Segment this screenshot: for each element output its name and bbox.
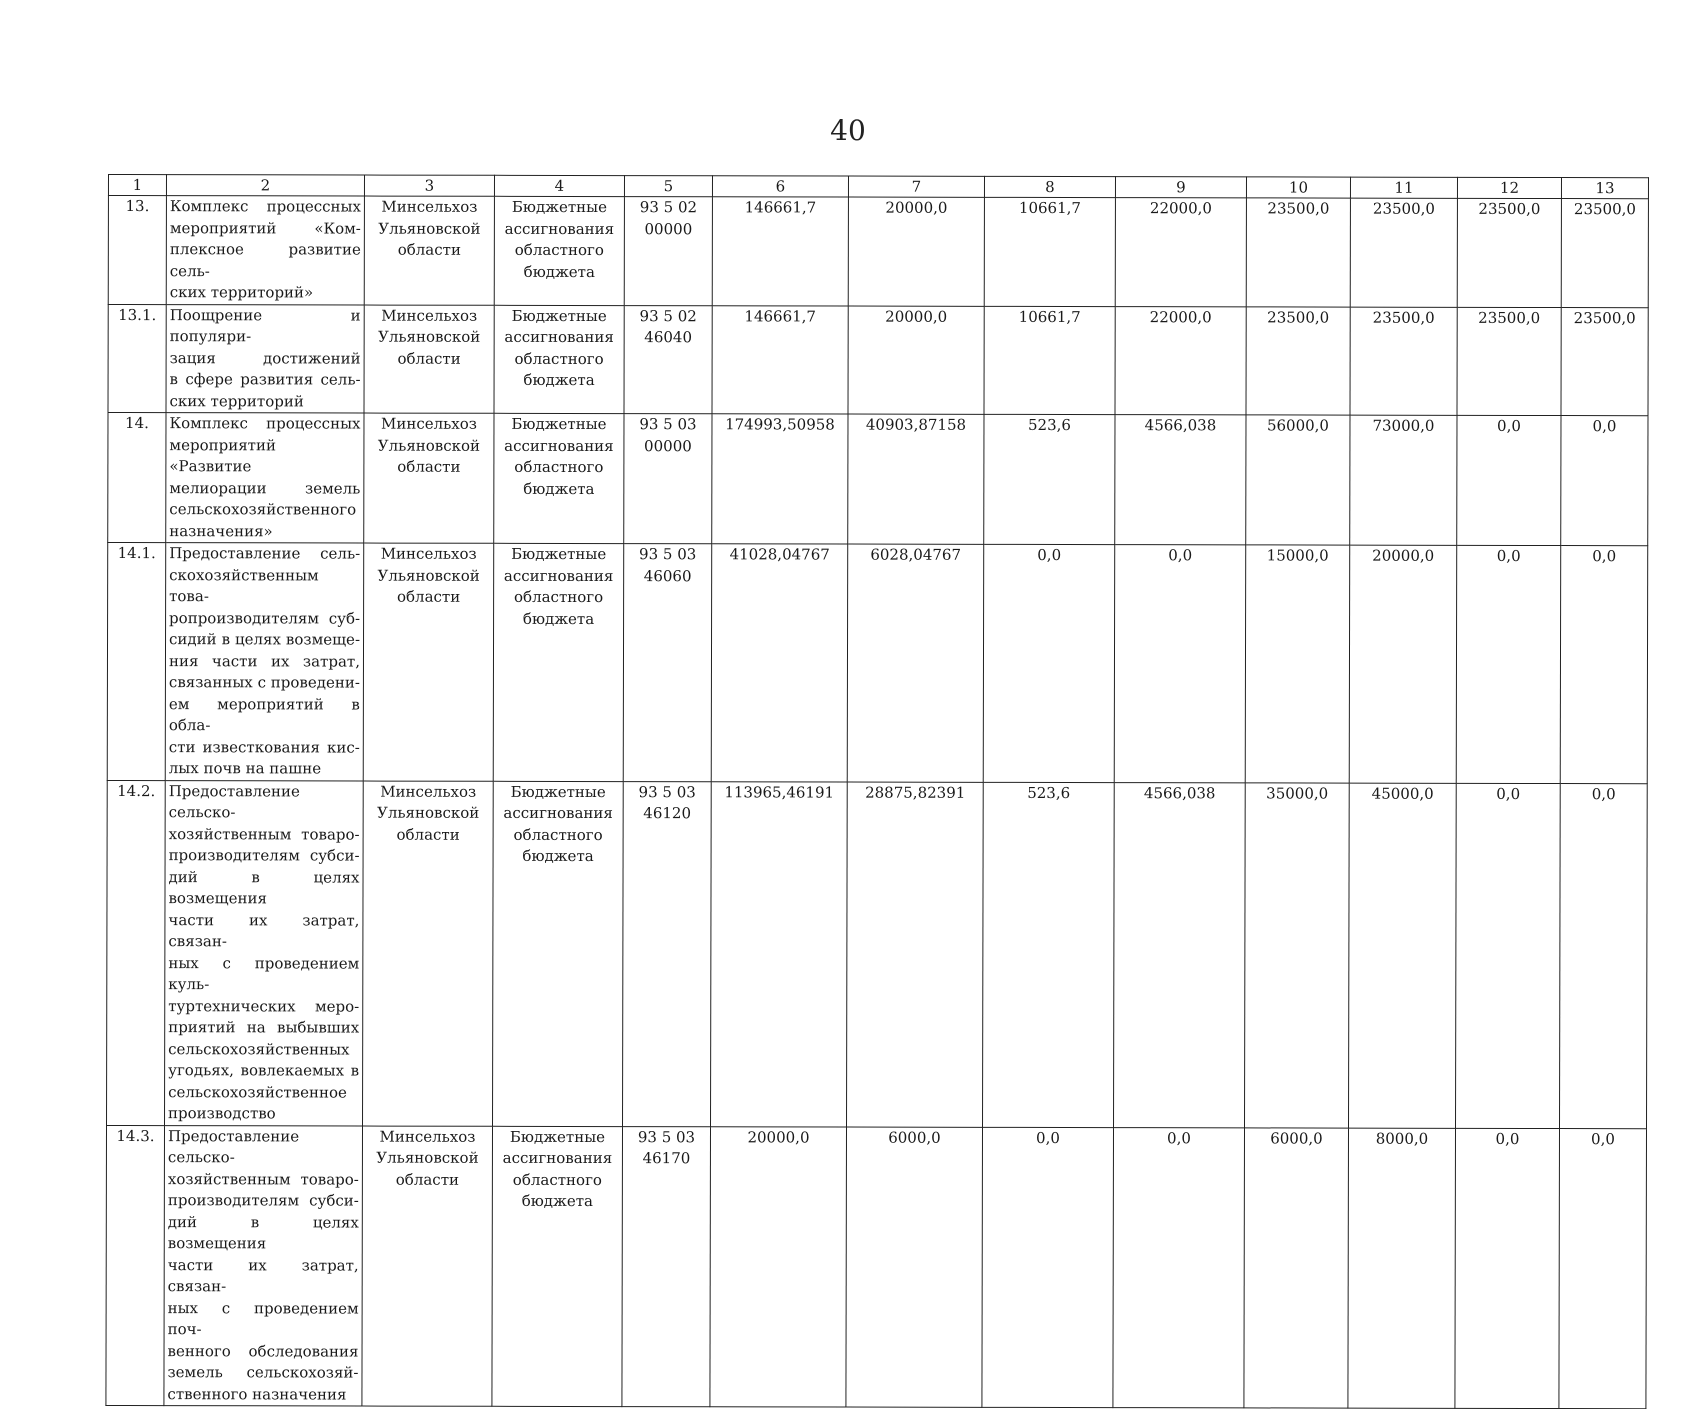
value-col-8: 0,0 [982,1127,1114,1408]
value-col-7: 40903,87158 [848,414,984,544]
measure-name-line: сельскохозяйственное [168,1082,347,1102]
table-row [106,1125,1647,1409]
funding-source-line: Бюджетные [511,544,607,564]
measure-name-line: земель сельскохозяй- [167,1363,359,1382]
value-col-12: 0,0 [1457,415,1561,545]
executor-line: Ульяновской [376,1148,479,1167]
funding-source-line: Бюджетные [510,782,606,801]
budget-code-line: 46170 [642,1149,691,1168]
value-col-8: 523,6 [984,414,1115,544]
value-col-12: 0,0 [1456,783,1561,1128]
funding-source-line: Бюджетные [511,306,607,325]
funding-source-line: бюджета [522,846,594,866]
column-header-11: 11 [1350,177,1457,198]
table-row [108,413,1648,546]
column-header-5: 5 [624,176,712,197]
measure-name-line: угодьях, вовлекаемых в [168,1061,360,1080]
funding-source [493,781,624,1126]
value-col-7: 20000,0 [848,306,984,415]
measure-name-line: части их затрат, связан- [167,1255,359,1296]
value-col-8: 523,6 [983,782,1115,1127]
value-col-10: 23500,0 [1246,198,1350,307]
funding-source-line: Бюджетные [511,414,607,434]
funding-source-line: бюджета [522,609,595,628]
executor-line: Ульяновской [377,436,481,455]
measure-name-line: в сфере развития сель- [169,370,361,389]
measure-name-line: производителям субси- [167,1191,359,1210]
value-col-8: 10661,7 [984,197,1115,306]
funding-source-line: ассигнования [504,436,614,455]
budget-code-line: 00000 [644,219,693,238]
measure-name-line: мероприятий «Развитие [169,435,276,476]
column-header-13: 13 [1561,178,1648,199]
measure-name-line: назначения» [169,521,273,540]
executor [363,543,493,781]
value-col-9: 4566,038 [1115,415,1246,545]
value-col-13: 0,0 [1560,783,1648,1128]
value-col-10: 15000,0 [1245,545,1349,783]
measure-name [166,304,364,413]
executor-line: Ульяновской [377,566,480,585]
measure-name-line: ных с проведением поч- [167,1298,359,1339]
funding-source-line: ассигнования [503,566,614,585]
budget-code [623,781,712,1126]
value-col-8: 0,0 [983,544,1114,782]
measure-name-line: сельскохозяйственного [169,500,357,519]
measure-name [166,196,364,305]
value-col-9: 22000,0 [1115,198,1246,307]
table-body [106,196,1649,1409]
measure-name-line: приятий на выбывших [168,1018,360,1037]
measure-name-line: лых почв на пашне [168,759,322,778]
measure-name-line: сти известкования кис- [168,737,360,757]
budget-code-line: 93 5 03 [637,1127,696,1146]
measure-name-line: дий в целях возмещения [167,1212,359,1253]
row-number: 14. [108,413,166,543]
value-col-12: 0,0 [1455,1128,1560,1409]
value-col-13: 23500,0 [1561,199,1648,308]
funding-source [493,543,623,781]
value-col-10: 23500,0 [1246,306,1350,415]
measure-name-line: ских территорий» [169,283,314,302]
value-col-11: 73000,0 [1350,415,1457,545]
budget-code-line: 46120 [643,804,692,823]
executor [364,413,494,543]
measure-name-line: производство [168,1104,276,1123]
table-row [107,780,1648,1128]
measure-name-line: сидий в целях возмеще- [169,630,361,649]
value-col-13: 0,0 [1560,546,1647,784]
budget-code [624,305,712,414]
budget-code-line: 00000 [644,436,692,455]
column-header-7: 7 [848,176,984,197]
measure-name-line: ских территорий [169,391,304,410]
executor-line: Минсельхоз [381,197,478,216]
budget-code-line: 93 5 02 [639,198,698,217]
column-header-4: 4 [494,175,624,196]
value-col-13: 0,0 [1559,1128,1647,1409]
value-col-11: 45000,0 [1349,783,1457,1128]
funding-source-line: областного [514,587,604,607]
measure-name-line: плексное развитие сель- [169,240,361,280]
measure-name-line: Поощрение и популяри- [169,305,361,346]
executor [364,196,494,305]
funding-source-line: областного [512,1170,602,1189]
page-number: 40 [830,114,866,147]
value-col-11: 23500,0 [1350,198,1457,307]
executor-line: Минсельхоз [381,306,478,325]
measure-name-line: сельскохозяйственных [168,1039,350,1059]
funding-source [494,413,624,543]
table-row [108,304,1648,416]
executor-line: области [395,1170,460,1189]
value-col-9: 0,0 [1114,545,1245,783]
budget-code-line: 46060 [643,566,692,585]
value-col-6: 146661,7 [712,305,848,414]
measure-name-line: хозяйственным товаро- [167,1169,359,1189]
value-col-6: 113965,46191 [711,781,848,1126]
measure-name-line: Предоставление сель- [169,544,361,563]
budget-code-line: 46040 [644,328,693,347]
measure-name-line: мелиорации земель [169,478,361,498]
value-col-13: 23500,0 [1561,307,1648,416]
value-col-12: 0,0 [1456,545,1560,783]
value-col-6: 20000,0 [710,1126,847,1407]
funding-source-line: Бюджетные [509,1127,606,1146]
value-col-10: 6000,0 [1244,1127,1349,1408]
executor-line: области [397,457,461,476]
funding-source-line: ассигнования [504,327,614,347]
executor-line: Минсельхоз [380,414,477,433]
budget-code [622,1126,711,1407]
column-header-10: 10 [1246,177,1350,198]
funding-source-line: областного [514,240,604,260]
budget-code-line: 93 5 03 [638,782,696,801]
value-col-10: 35000,0 [1245,782,1350,1127]
budget-code-line: 93 5 02 [639,306,697,325]
executor-line: Ульяновской [378,327,481,346]
measure-name-line: хозяйственным товаро- [168,824,360,844]
funding-source [494,196,624,305]
budget-table [105,174,1649,1409]
executor [363,781,494,1126]
funding-source-line: областного [514,457,604,477]
value-col-9: 4566,038 [1114,782,1246,1127]
column-header-1: 1 [108,175,166,196]
value-col-7: 20000,0 [848,197,984,306]
row-number: 14.2. [107,780,166,1125]
value-col-12: 23500,0 [1457,307,1561,416]
measure-name-line: дий в целях возмещения [168,867,360,908]
value-col-11: 20000,0 [1349,545,1456,783]
measure-name [165,780,364,1125]
executor [364,305,494,414]
value-col-11: 23500,0 [1350,307,1457,416]
measure-name [164,1125,363,1406]
measure-name-line: ропроизводителям суб- [169,608,361,628]
value-col-10: 56000,0 [1246,415,1350,545]
executor-line: Минсельхоз [380,544,477,563]
measure-name-line: ем мероприятий в обла- [168,694,360,735]
funding-source-line: ассигнования [503,803,613,823]
funding-source [494,305,624,414]
measure-name-line: венного обследования [167,1341,359,1361]
budget-code-line: 93 5 03 [639,545,697,564]
row-number: 14.1. [107,543,165,781]
measure-name [165,543,363,781]
measure-name-line: туртехнических меро- [168,996,360,1016]
column-header-8: 8 [984,176,1115,197]
measure-name-line: скохозяйственным това- [169,565,319,606]
executor-line: области [396,825,460,844]
budget-code-line: 93 5 03 [639,415,697,434]
measure-name-line: Предоставление сельско- [168,781,300,822]
column-header-2: 2 [166,175,364,196]
funding-source-line: бюджета [521,1191,593,1211]
measure-name-line: связанных с проведени- [168,673,360,692]
executor-line: Ульяновской [378,219,481,238]
executor-line: области [396,587,461,606]
measure-name-line: части их затрат, связан- [168,910,360,951]
value-col-6: 174993,50958 [712,414,848,544]
funding-source-line: областного [514,349,604,368]
value-col-7: 6000,0 [846,1127,983,1408]
value-col-9: 0,0 [1113,1127,1245,1408]
measure-name-line: ственного назначения [167,1384,347,1404]
executor-line: области [397,349,461,368]
measure-name-line: Комплекс процессных [169,197,361,216]
value-col-11: 8000,0 [1348,1128,1456,1409]
funding-source-line: Бюджетные [511,197,607,217]
value-col-7: 28875,82391 [847,782,984,1127]
value-col-6: 41028,04767 [711,544,847,782]
column-header-12: 12 [1457,177,1561,198]
funding-source-line: бюджета [523,262,595,281]
funding-source-line: ассигнования [504,219,615,238]
executor [362,1126,493,1407]
row-number: 13. [108,196,166,305]
value-col-9: 22000,0 [1115,306,1246,415]
value-col-12: 23500,0 [1457,198,1561,307]
funding-source [492,1126,623,1407]
funding-source-line: областного [513,825,603,844]
value-col-8: 10661,7 [984,306,1115,415]
column-header-6: 6 [712,176,848,197]
budget-code [624,414,712,544]
value-col-13: 0,0 [1561,416,1648,546]
budget-code [623,544,711,782]
executor-line: Минсельхоз [379,1127,476,1146]
funding-source-line: бюджета [523,370,595,390]
column-header-9: 9 [1115,177,1246,198]
value-col-7: 6028,04767 [847,544,983,782]
executor-line: области [397,240,461,259]
row-number: 14.3. [106,1125,165,1406]
measure-name-line: зация достижений [169,348,361,368]
column-header-3: 3 [364,175,494,196]
executor-line: Минсельхоз [380,782,477,801]
measure-name-line: производителям субси- [168,846,360,865]
value-col-6: 146661,7 [712,197,848,306]
funding-source-line: бюджета [523,479,595,498]
measure-name-line: Комплекс процессных [169,414,361,433]
table-row [108,196,1648,308]
measure-name-line: Предоставление сельско- [167,1126,300,1167]
funding-source-line: ассигнования [502,1148,613,1168]
measure-name-line: мероприятий «Ком- [169,218,361,238]
budget-code [624,197,712,306]
measure-name-line: ния части их затрат, [168,651,360,671]
measure-name [166,413,364,543]
executor-line: Ульяновской [377,803,480,822]
table-row [107,543,1647,784]
measure-name-line: ных с проведением куль- [168,953,360,994]
row-number: 13.1. [108,304,166,413]
